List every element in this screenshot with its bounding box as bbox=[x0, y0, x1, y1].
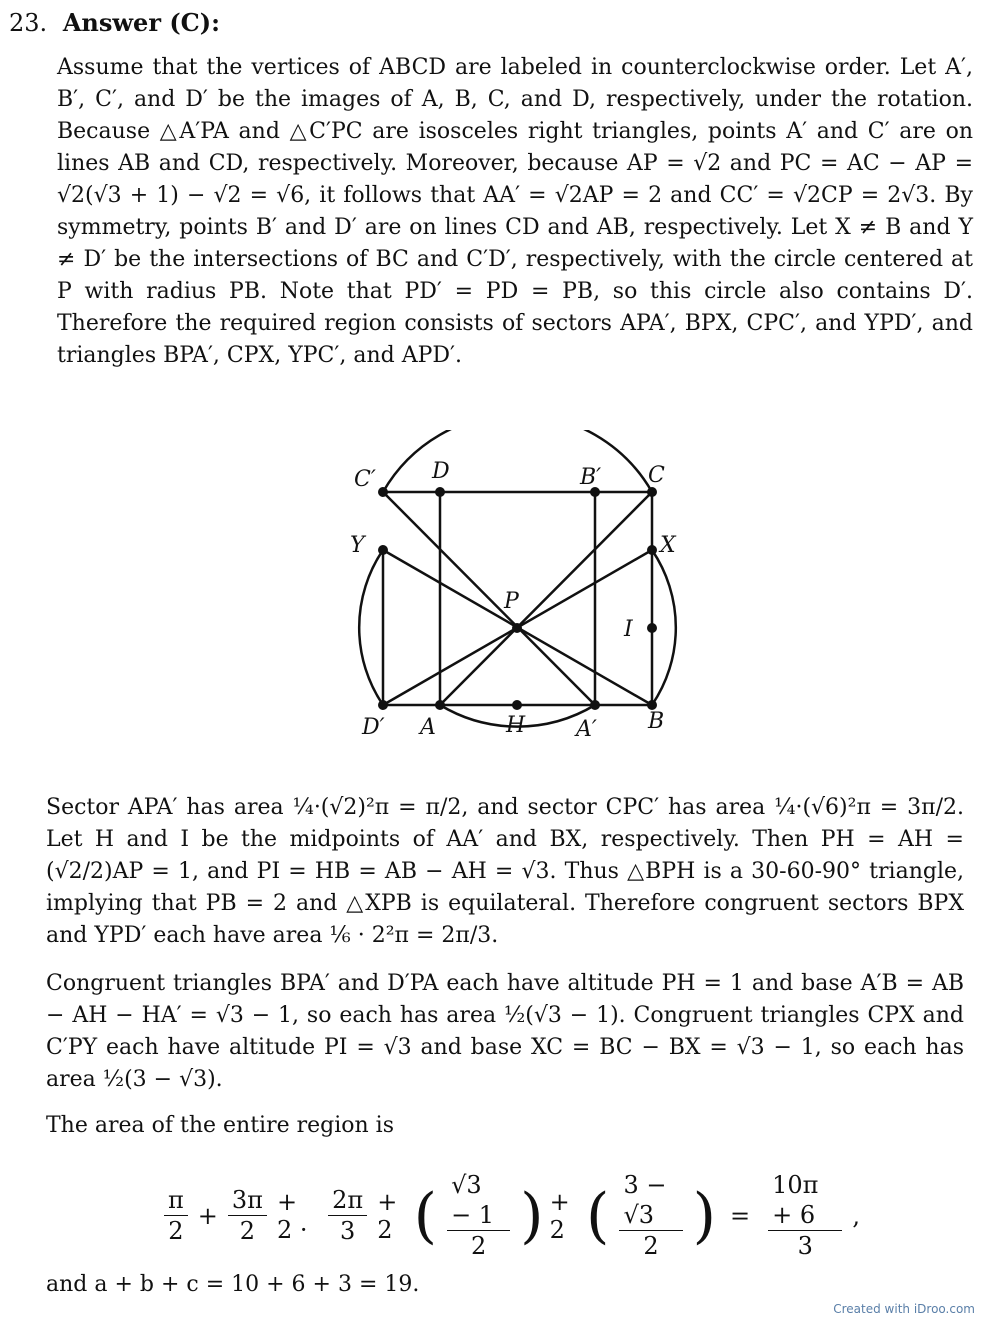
label-c: C bbox=[648, 463, 665, 488]
label-a: A bbox=[420, 715, 436, 740]
label-a-prime: A′ bbox=[576, 717, 597, 742]
term-1: $\frac{\pi}{2}$ bbox=[164, 1185, 188, 1246]
label-h: H bbox=[506, 713, 526, 738]
term-3: $\frac{2\pi}{3}$ bbox=[328, 1185, 367, 1246]
geometry-figure bbox=[340, 430, 680, 754]
label-d: D bbox=[432, 459, 450, 484]
circle-arc bbox=[383, 430, 652, 492]
area-equation: $\frac{\pi}{2}$ + $\frac{3\pi}{2}$ + 2 · $\frac{2\pi}{3}$ + 2 ( $\frac{√3 - 1}{2}$ ) + 2 ( $\frac{3 - √3}{2}$ ) = $\frac{10\pi + 6}{3}$ , bbox=[160, 1170, 860, 1261]
answer-label: Answer (C): bbox=[62, 8, 220, 37]
final-answer: and a + b + c = 10 + 6 + 3 = 19. bbox=[46, 1272, 420, 1297]
term-5: $\frac{3 - √3}{2}$ bbox=[619, 1170, 682, 1261]
term-4: $\frac{√3 - 1}{2}$ bbox=[447, 1170, 510, 1261]
problem-number: 23. bbox=[9, 9, 48, 37]
result: $\frac{10\pi + 6}{3}$ bbox=[768, 1170, 842, 1261]
figure-svg bbox=[340, 430, 680, 750]
watermark-credit: Created with iDroo.com bbox=[833, 1302, 975, 1316]
solution-paragraph-3: Congruent triangles BPA′ and D′PA each have altitude PH = 1 and base A′B = AB − AH − HA′ = √3 − 1, so each has area ½(√3 − 1). Congruent triangles CPX and C′PY each have altitude PI = √3 and base XC = BC − BX = √3 − 1, so each has area ½(3 − √3). bbox=[46, 971, 964, 1092]
circle-arc bbox=[359, 550, 383, 705]
term-2: $\frac{3\pi}{2}$ bbox=[228, 1185, 267, 1246]
solution-paragraph-2: Sector APA′ has area ¼·(√2)²π = π/2, and sector CPC′ has area ¼·(√6)²π = 3π/2. Let H and I be the midpoints of AA′ and BX, respectively. Then PH = AH = (√2/2)AP = 1, and PI = HB = AB − AH = √3. Thus △BPH is a 30-60-90° triangle, implying that PB = 2 and △XPB is equilateral. Therefore congruent sectors BPX and YPD′ each have area ⅙ · 2²π = 2π/3. bbox=[46, 795, 964, 948]
solution-paragraph-4: The area of the entire region is bbox=[46, 1113, 395, 1138]
label-p: P bbox=[504, 589, 519, 614]
label-b-prime: B′ bbox=[580, 465, 602, 490]
problem-heading bbox=[9, 8, 220, 37]
label-d-prime: D′ bbox=[362, 715, 385, 740]
label-c-prime: C′ bbox=[354, 467, 376, 492]
label-y: Y bbox=[350, 533, 365, 558]
label-b: B bbox=[648, 709, 665, 734]
label-x: X bbox=[660, 533, 676, 558]
solution-paragraph-1: Assume that the vertices of ABCD are labeled in counterclockwise order. Let A′, B′, C′, and D′ be the images of A, B, C, and D, respectively, under the rotation. Because △A′PA and △C′PC are isosceles right triangles, points A′ and C′ are on lines AB and CD, respectively. Moreover, because AP = √2 and PC = AC − AP = √2(√3 + 1) − √2 = √6, it follows that AA′ = √2AP = 2 and CC′ = √2CP = 2√3. By symmetry, points B′ and D′ are on lines CD and AB, respectively. Let X ≠ B and Y ≠ D′ be the intersections of BC and C′D′, respectively, with the circle centered at P with radius PB. Note that PD′ = PD = PB, so this circle also contains D′. Therefore the required region consists of sectors APA′, BPX, CPC′, and YPD′, and triangles BPA′, CPX, YPC′, and APD′. bbox=[57, 55, 973, 368]
label-i: I bbox=[624, 617, 633, 642]
